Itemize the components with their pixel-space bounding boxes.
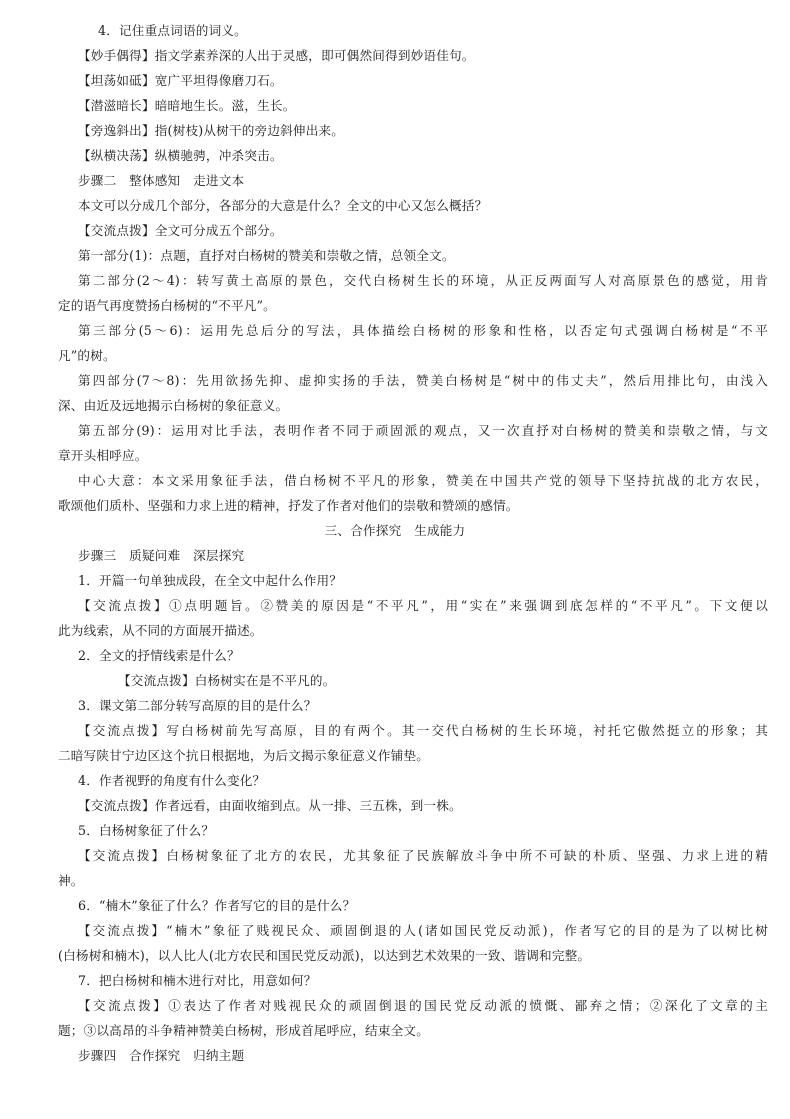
vocab-item: 【纵横决荡】纵横驰骋，冲杀突击。 bbox=[78, 148, 283, 163]
paragraph-cont: 深、由近及远地揭示白杨树的象征意义。 bbox=[58, 398, 289, 413]
question: 1．开篇一句单独成段，在全文中起什么作用？ bbox=[78, 573, 343, 588]
section-heading: 三、合作探究 生成能力 bbox=[324, 523, 466, 538]
question: 3．课文第二部分转写高原的目的是什么？ bbox=[78, 698, 317, 713]
answer: 【交流点拨】作者远看，由面收缩到点。从一排、三五株，到一株。 bbox=[78, 798, 462, 813]
question: 4．作者视野的角度有什么变化？ bbox=[78, 773, 266, 788]
question: 本文可以分成几个部分，各部分的大意是什么？全文的中心又怎么概括？ bbox=[78, 198, 488, 213]
step-heading: 步骤三 质疑问难 深层探究 bbox=[78, 548, 245, 563]
step-heading: 步骤二 整体感知 走进文本 bbox=[78, 173, 245, 188]
vocab-item: 【旁逸斜出】指(树枝)从树干的旁边斜伸出来。 bbox=[78, 123, 345, 138]
answer: 【交流点拨】白杨树象征了北方的农民，尤其象征了民族解放斗争中所不可缺的朴质、坚强、力求上进的精 bbox=[78, 848, 768, 863]
paragraph: 第二部分(2～4)：转写黄土高原的景色，交代白杨树生长的环境，从正反两面写人对高原景色的感觉，用肯 bbox=[78, 273, 768, 288]
vocab-item: 【潜滋暗长】暗暗地生长。滋，生长。 bbox=[78, 98, 296, 113]
question: 2．全文的抒情线索是什么？ bbox=[78, 648, 240, 663]
paragraph: 第五部分(9)：运用对比手法，表明作者不同于顽固派的观点，又一次直抒对白杨树的赞美和崇敬之情，与文 bbox=[78, 423, 768, 438]
answer: 【交流点拨】写白杨树前先写高原，目的有两个。其一交代白杨树的生长环境，衬托它傲然挺立的形象；其 bbox=[78, 723, 768, 738]
vocab-item: 【坦荡如砥】宽广平坦得像磨刀石。 bbox=[78, 73, 283, 88]
question: 6．“楠木”象征了什么？作者写它的目的是什么？ bbox=[78, 898, 356, 913]
answer-cont: 神。 bbox=[58, 873, 84, 888]
vocab-item: 【妙手偶得】指文学素养深的人出于灵感，即可偶然间得到妙语佳句。 bbox=[78, 48, 475, 63]
answer: 【交流点拨】全文可分成五个部分。 bbox=[78, 223, 283, 238]
question: 7．把白杨树和楠木进行对比，用意如何？ bbox=[78, 973, 317, 988]
answer-cont: (白杨树和楠木)，以人比人(北方农民和国民党反动派)，以达到艺术效果的一致、谐调和完整。 bbox=[58, 948, 591, 963]
paragraph: 第三部分(5～6)：运用先总后分的写法，具体描绘白杨树的形象和性格，以否定句式强调白杨树是“不平 bbox=[78, 323, 768, 338]
answer: 【交流点拨】“楠木”象征了贱视民众、顽固倒退的人(诸如国民党反动派)，作者写它的目的是为了以树比树 bbox=[78, 923, 768, 938]
paragraph-cont: 定的语气再度赞扬白杨树的“不平凡”。 bbox=[58, 298, 276, 313]
answer-cont: 此为线索，从不同的方面展开描述。 bbox=[58, 623, 263, 638]
paragraph: 中心大意：本文采用象征手法，借白杨树不平凡的形象，赞美在中国共产党的领导下坚持抗战的北方农民， bbox=[78, 473, 768, 488]
paragraph: 第一部分(1)：点题，直抒对白杨树的赞美和崇敬之情，总领全文。 bbox=[78, 248, 455, 263]
answer-cont: 题；③以高昂的斗争精神赞美白杨树，形成首尾呼应，结束全文。 bbox=[58, 1023, 430, 1038]
paragraph: 第四部分(7～8)：先用欲扬先抑、虚抑实扬的手法，赞美白杨树是“树中的伟丈夫”，然后用排比句，由浅入 bbox=[78, 373, 768, 388]
paragraph-cont: 凡”的树。 bbox=[58, 348, 116, 363]
answer-cont: 二暗写陕甘宁边区这个抗日根据地，为后文揭示象征意义作铺垫。 bbox=[58, 748, 430, 763]
answer: 【交流点拨】白杨树实在是不平凡的。 bbox=[118, 673, 336, 688]
answer: 【交流点拨】①表达了作者对贱视民众的顽固倒退的国民党反动派的愤慨、鄙弃之情；②深化了文章的主 bbox=[78, 998, 768, 1013]
question: 5．白杨树象征了什么？ bbox=[78, 823, 215, 838]
paragraph-cont: 歌颂他们质朴、坚强和力求上进的精神，抒发了作者对他们的崇敬和赞颂的感情。 bbox=[58, 498, 519, 513]
heading-vocab: 4．记住重点词语的词义。 bbox=[98, 23, 247, 38]
step-heading: 步骤四 合作探究 归纳主题 bbox=[78, 1048, 245, 1063]
paragraph-cont: 章开头相呼应。 bbox=[58, 448, 148, 463]
answer: 【交流点拨】①点明题旨。②赞美的原因是“不平凡”，用“实在”来强调到底怎样的“不平凡”。下文便以 bbox=[78, 598, 768, 613]
